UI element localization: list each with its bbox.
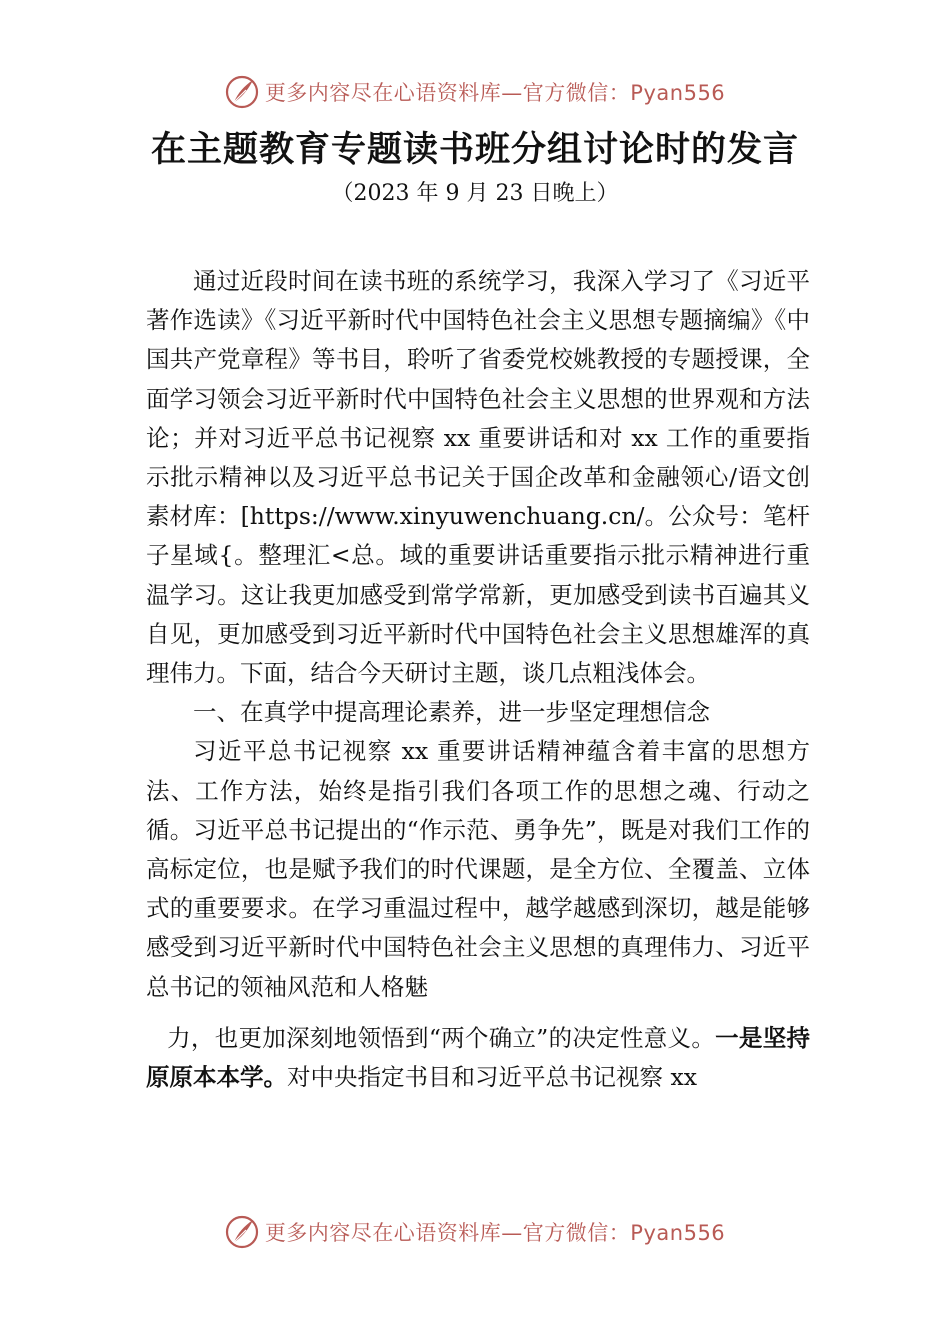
bold-lead-phrase: 一是坚持原原本本学。 <box>146 1023 811 1092</box>
footer-watermark <box>0 1212 950 1252</box>
watermark-text: 更多内容尽在心语资料库—官方微信：Pyan556 <box>264 81 726 105</box>
header-watermark <box>0 72 950 112</box>
feather-logo-icon <box>225 75 259 109</box>
feather-logo-icon <box>225 1215 259 1249</box>
document-date: （2023 年 9 月 23 日晚上） <box>331 181 619 206</box>
paragraph-section-1: 习近平总书记视察 xx 重要讲话精神蕴含着丰富的思想方法、工作方法，始终是指引我们各项工作的思想之魂、行动之循。习近平总书记提出的“作示范、勇争先”，既是对我们工作的高标定位，也是赋予我们的时代课题，是全方位、全覆盖、立体式的重要要求。在学习重温过程中，越学越感到深切，越是能够感受到习近平新时代中国特色社会主义思想的真理伟力、习近平总书记的领袖风范和人格魅 <box>146 737 810 1001</box>
document-body <box>146 262 810 1097</box>
watermark-text: 更多内容尽在心语资料库—官方微信：Pyan556 <box>264 1221 726 1245</box>
paragraph-continuation-start: 力，也更加深刻地领悟到“两个确立”的决定性意义。 <box>167 1023 716 1052</box>
paragraph-continuation <box>146 1019 810 1097</box>
paragraph-intro: 通过近段时间在读书班的系统学习，我深入学习了《习近平著作选读》《习近平新时代中国特色社会主义思想专题摘编》《中国共产党章程》等书目，聆听了省委党校姚教授的专题授课，全面学习领会习近平新时代中国特色社会主义思想的世界观和方法论；并对习近平总书记视察 xx 重要讲话和对 xx 工作的重要指示批示精神以及习近平总书记关于国企改革和金融领心/语文创素材库：[https://www.xinyuwenchuang.cn/。公众号：笔杆子星域{。整理汇<总。域的重要讲话重要指示批示精神进行重温学习。这让我更加感受到常学常新，更加感受到读书百遍其义自见，更加感受到习近平新时代中国特色社会主义思想雄浑的真理伟力。下面，结合今天研讨主题，谈几点粗浅体会。 <box>146 267 810 688</box>
section-heading-1: 一、在真学中提高理论素养，进一步坚定理想信念 <box>193 698 710 727</box>
document-title: 在主题教育专题读书班分组讨论时的发言 <box>150 129 799 170</box>
paragraph-continuation-end: 对中央指定书目和习近平总书记视察 xx <box>287 1063 697 1092</box>
